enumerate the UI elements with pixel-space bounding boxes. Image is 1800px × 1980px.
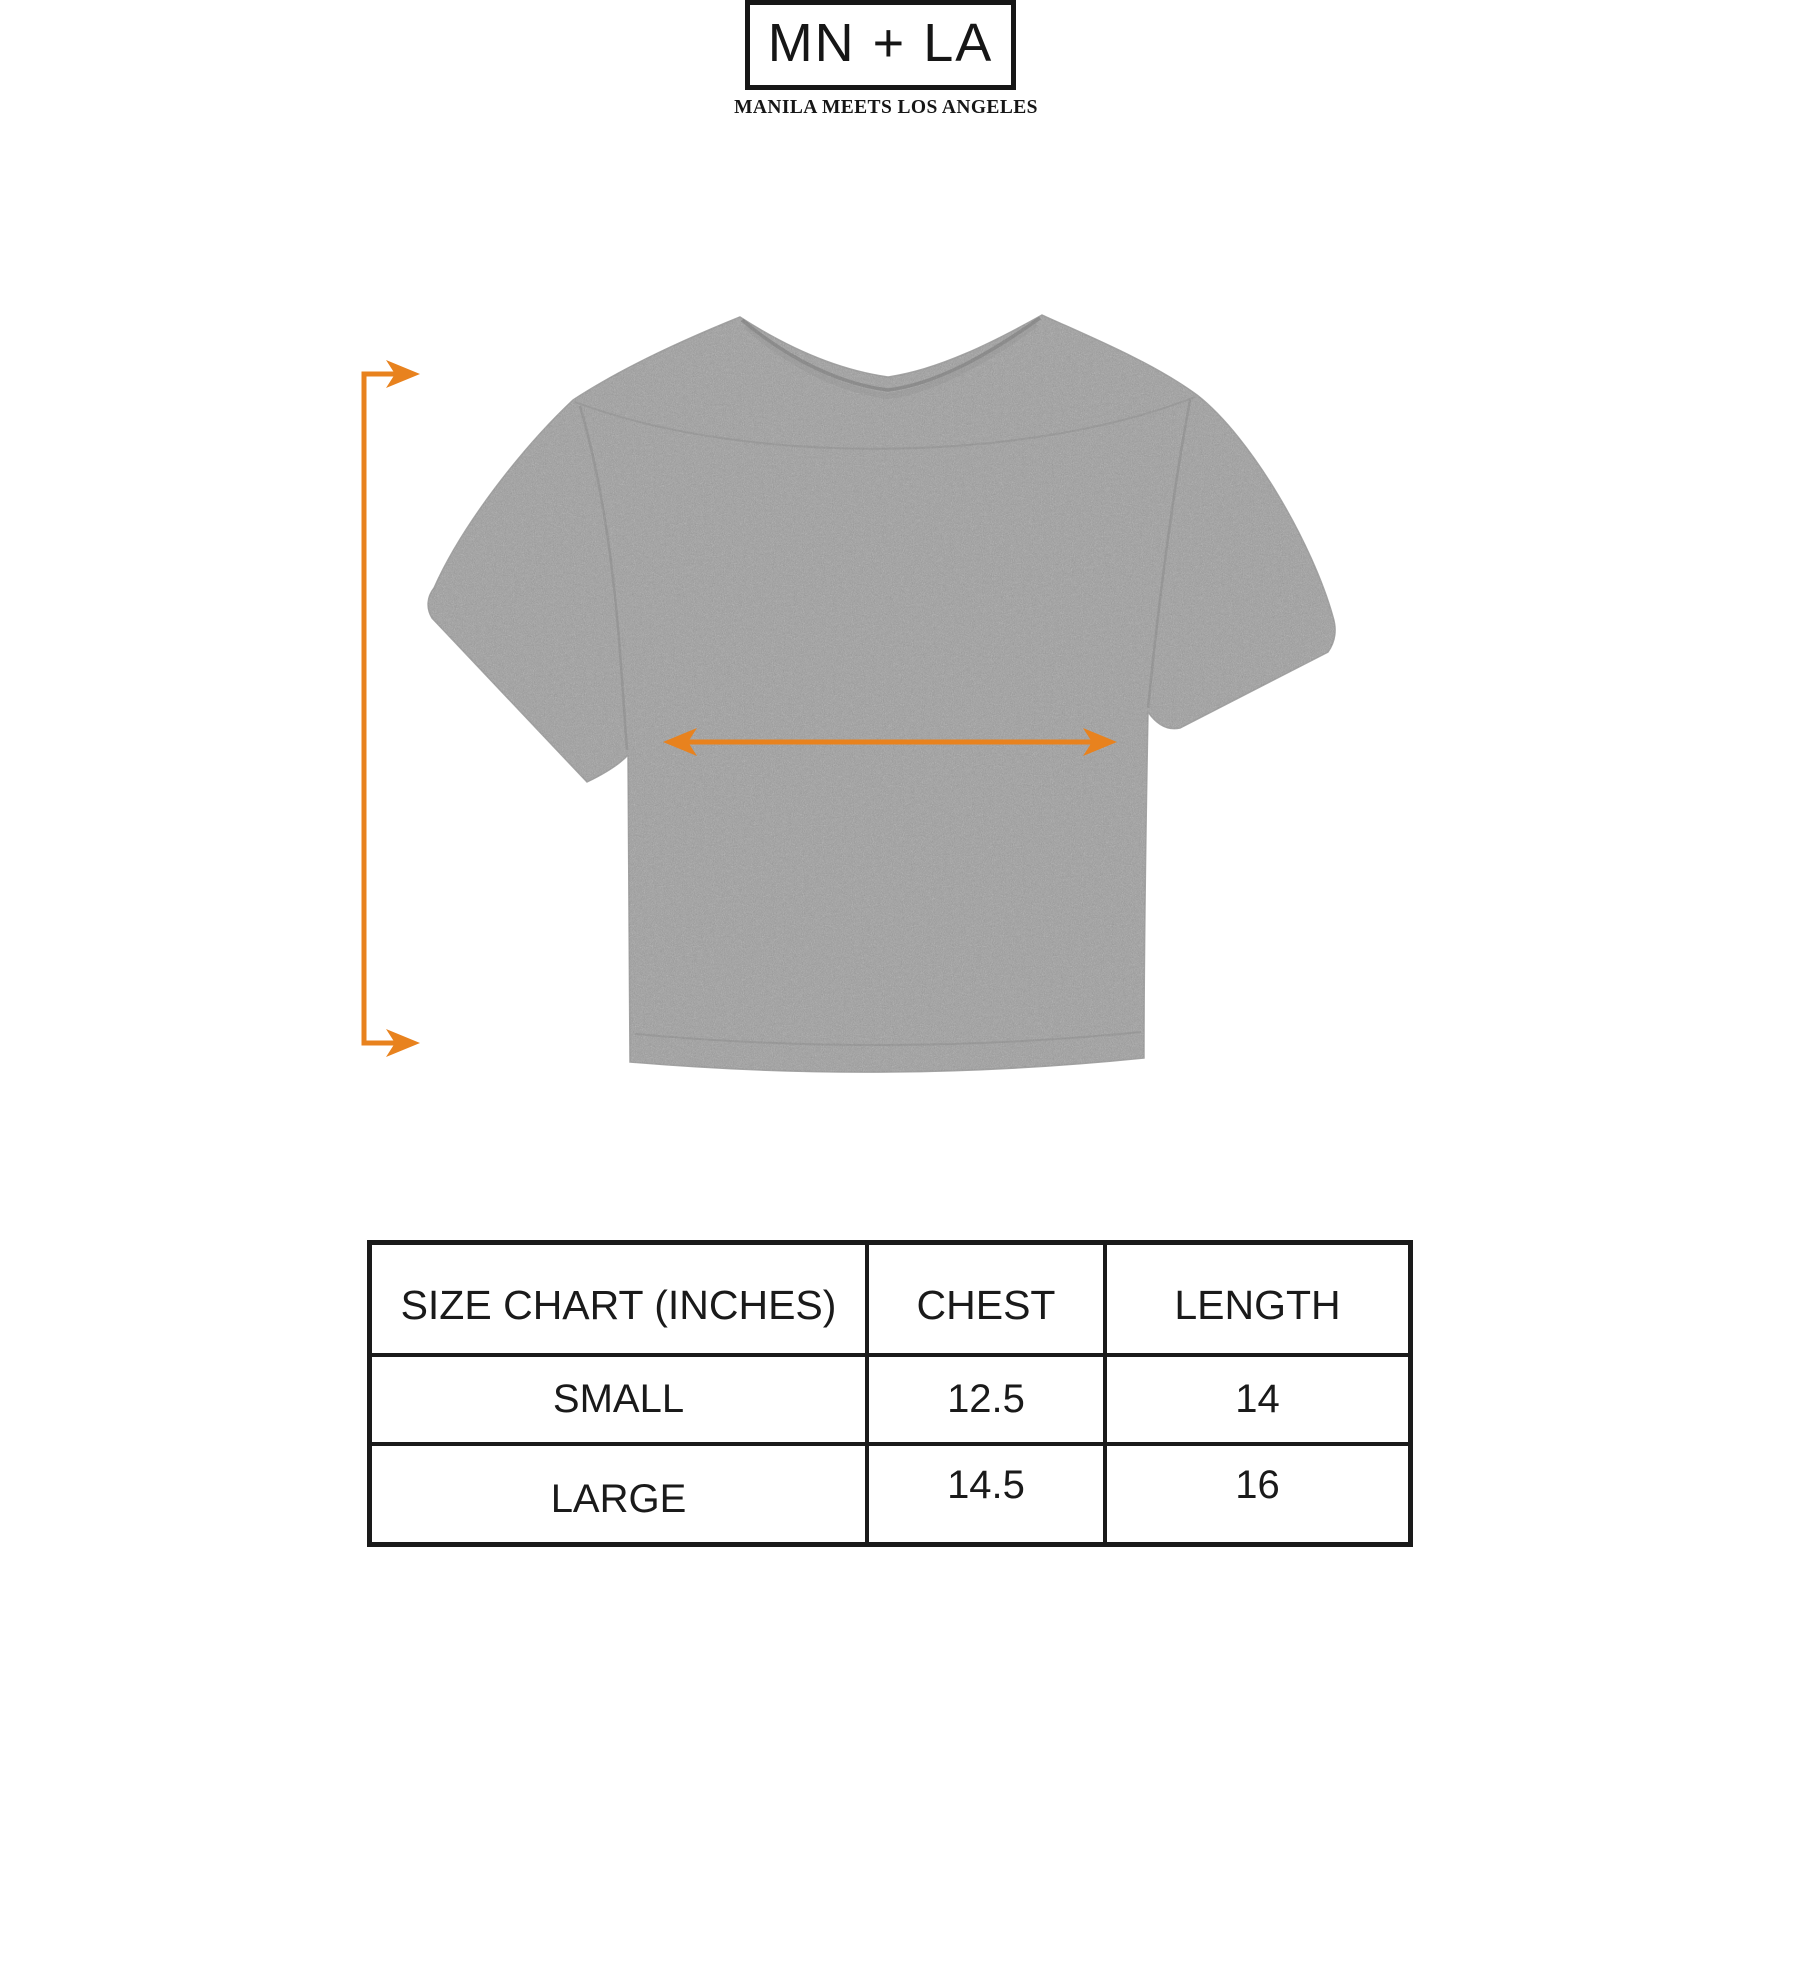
row-large-length-value: 16 xyxy=(1235,1462,1280,1507)
measurement-arrows xyxy=(340,340,1140,1080)
chest-arrow xyxy=(663,728,1117,756)
length-arrow xyxy=(362,360,421,1057)
brand-logo-text: MN + LA xyxy=(767,13,994,73)
row-small-size-label: SMALL xyxy=(372,1357,869,1446)
row-large-chest-value: 14.5 xyxy=(869,1446,1107,1542)
column-header-length: LENGTH xyxy=(1107,1245,1408,1357)
row-small-length-value: 14 xyxy=(1107,1357,1408,1446)
row-large-size-label: LARGE xyxy=(372,1446,869,1542)
row-small-chest-value: 12.5 xyxy=(869,1357,1107,1446)
column-header-size-chart: SIZE CHART (INCHES) xyxy=(372,1245,869,1357)
brand-tagline: MANILA MEETS LOS ANGELES xyxy=(734,97,1038,118)
size-chart-table xyxy=(367,1240,1413,1547)
brand-logo-box xyxy=(745,0,1016,90)
column-header-chest: CHEST xyxy=(869,1245,1107,1357)
